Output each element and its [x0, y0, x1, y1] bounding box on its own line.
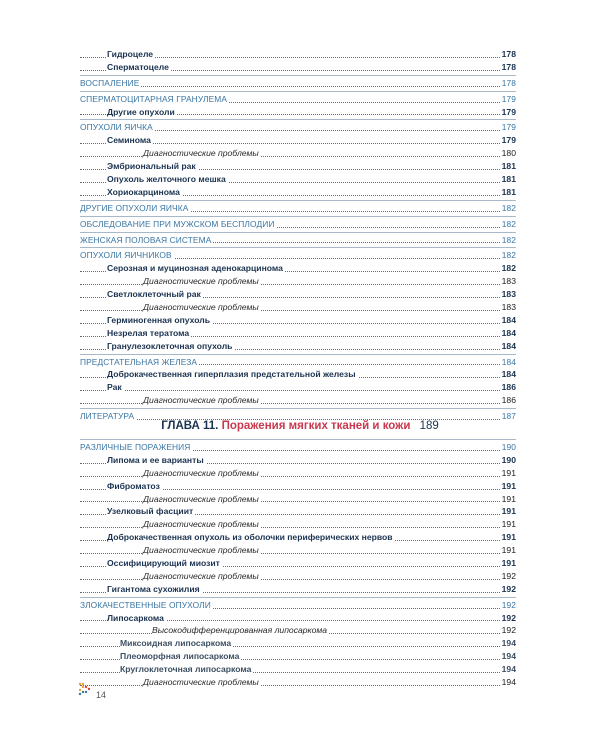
toc-entry[interactable] [80, 663, 516, 676]
toc-entry-title: Диагностические проблемы [143, 677, 259, 688]
toc-entry-title: Диагностические проблемы [143, 395, 259, 406]
toc-entry[interactable] [80, 340, 516, 353]
toc-entry[interactable] [80, 234, 516, 247]
chapter-page: 189 [419, 420, 439, 432]
chapter-label: ГЛАВА 11. [161, 420, 219, 432]
toc-entry[interactable] [80, 202, 516, 215]
toc-entry[interactable] [80, 570, 516, 583]
toc-entry-page: 183 [501, 302, 516, 313]
toc-entry-page: 194 [501, 638, 516, 649]
toc-entry-title: ОПУХОЛИ ЯИЧКА [80, 122, 153, 133]
toc-entry[interactable] [80, 467, 516, 480]
chapter-title[interactable]: Поражения мягких тканей и кожи [221, 420, 411, 432]
toc-entry-page: 191 [501, 532, 516, 543]
toc-entry[interactable] [80, 557, 516, 570]
toc-entry-page: 192 [501, 583, 516, 594]
toc-entry-page: 183 [501, 289, 516, 300]
toc-entry[interactable] [80, 186, 516, 199]
toc-entry[interactable] [80, 544, 516, 557]
toc-entry-title: Эмбриональный рак [107, 161, 196, 172]
toc-entry-page: 192 [501, 625, 516, 636]
toc-entry[interactable] [80, 249, 516, 262]
toc-entry-title: Плеоморфная липосаркома [120, 651, 240, 662]
toc-entry-page: 194 [501, 677, 516, 688]
toc-entry-title: Диагностические проблемы [143, 545, 259, 556]
toc-entry-page: 191 [501, 467, 516, 478]
toc-entry-page: 194 [501, 651, 516, 662]
toc-entry-title: РАЗЛИЧНЫЕ ПОРАЖЕНИЯ [80, 442, 191, 452]
toc-entry-page: 184 [501, 314, 516, 325]
toc-entry[interactable] [80, 106, 516, 119]
toc-entry-page: 191 [501, 519, 516, 530]
toc-entry-page: 181 [501, 161, 516, 172]
toc-entry-title: ОБСЛЕДОВАНИЕ ПРИ МУЖСКОМ БЕСПЛОДИИ [80, 218, 275, 229]
toc-entry-page: 191 [501, 480, 516, 491]
toc-entry[interactable] [80, 160, 516, 173]
toc-entry-title: СПЕРМАТОЦИТАРНАЯ ГРАНУЛЕМА [80, 93, 228, 104]
toc-entry-page: 192 [501, 570, 516, 581]
toc-entry[interactable] [80, 531, 516, 544]
toc-entry[interactable] [80, 493, 516, 506]
toc-entry-title: Семинома [107, 135, 151, 146]
toc-entry-title: Оссифицирующий миозит [107, 558, 220, 569]
toc-entry[interactable] [80, 381, 516, 394]
dotted-leader [80, 86, 516, 87]
toc-entry[interactable] [80, 327, 516, 340]
toc-entry-title: Высокодифференцированная липосаркома [152, 625, 328, 636]
toc-entry-title: ПРЕДСТАТЕЛЬНАЯ ЖЕЛЕЗА [80, 356, 198, 367]
toc-entry[interactable] [80, 637, 516, 650]
toc-entry-title: Доброкачественная опухоль из оболочки периферических нервов [107, 532, 393, 543]
toc-entry-page: 190 [501, 454, 516, 465]
toc-entry-title: Диагностические проблемы [143, 519, 259, 530]
toc-entry-title: Доброкачественная гиперплазия предстательной железы [107, 369, 356, 380]
toc-entry-title: Диагностические проблемы [143, 467, 259, 478]
toc-entry-title: Липосаркома [107, 612, 164, 623]
toc-entry-page: 178 [501, 61, 516, 72]
toc-entry-page: 179 [501, 93, 516, 104]
toc-entry-title: Миксоидная липосаркома [120, 638, 232, 649]
toc-entry-page: 186 [501, 395, 516, 406]
toc-entry-title: Гранулезоклеточная опухоль [107, 340, 233, 351]
toc-entry-page: 181 [501, 186, 516, 197]
toc-entry-title: Рак [107, 382, 122, 393]
toc-entry-page: 187 [501, 411, 516, 422]
toc-entry-title: Сперматоцеле [107, 61, 169, 72]
toc-entry[interactable] [80, 61, 516, 74]
toc-entry[interactable] [80, 314, 516, 327]
toc-entry-page: 179 [501, 135, 516, 146]
toc-entry[interactable] [80, 394, 516, 407]
toc-entry[interactable] [80, 368, 516, 381]
toc-entry-title: ОПУХОЛИ ЯИЧНИКОВ [80, 250, 172, 261]
toc-entry[interactable] [80, 301, 516, 314]
toc-entry-title: Гидроцеле [107, 49, 154, 59]
toc-entry-title: Диагностические проблемы [143, 276, 259, 287]
toc-entry-page: 186 [501, 382, 516, 393]
toc-entry-page: 183 [501, 276, 516, 287]
toc-entry[interactable] [80, 93, 516, 106]
toc-top [80, 48, 516, 423]
toc-entry[interactable] [80, 624, 516, 637]
toc-entry-page: 192 [501, 612, 516, 623]
chevron-arrow-icon [78, 680, 94, 696]
toc-entry-title: ЗЛОКАЧЕСТВЕННЫЕ ОПУХОЛИ [80, 599, 211, 610]
toc-entry[interactable] [80, 650, 516, 663]
toc-entry-title: Герминогенная опухоль [107, 314, 211, 325]
toc-entry[interactable] [80, 147, 516, 160]
toc-entry-page: 191 [501, 493, 516, 504]
toc-entry-page: 191 [501, 545, 516, 556]
toc-entry-title: Липома и ее варианты [107, 454, 204, 465]
toc-entry-page: 178 [501, 77, 516, 88]
toc-entry-page: 182 [501, 250, 516, 261]
toc-entry[interactable] [80, 356, 516, 369]
toc-entry-page: 178 [501, 49, 516, 59]
toc-entry-page: 179 [501, 122, 516, 133]
toc-entry-page: 191 [501, 558, 516, 569]
toc-bottom [80, 438, 516, 689]
toc-entry-title: Незрелая тератома [107, 327, 190, 338]
toc-entry[interactable] [80, 505, 516, 518]
toc-entry[interactable] [80, 441, 516, 454]
toc-entry-page: 191 [501, 506, 516, 517]
toc-entry[interactable] [80, 48, 516, 61]
toc-entry-page: 179 [501, 106, 516, 117]
toc-entry[interactable] [80, 262, 516, 275]
toc-entry-page: 182 [501, 234, 516, 245]
toc-entry-title: ЛИТЕРАТУРА [80, 411, 135, 422]
toc-entry-page: 192 [501, 599, 516, 610]
toc-entry-title: Серозная и муцинозная аденокарцинома [107, 263, 283, 274]
toc-entry-page: 194 [501, 664, 516, 675]
toc-entry-title: Диагностические проблемы [143, 302, 259, 313]
toc-entry[interactable] [80, 599, 516, 612]
toc-entry-page: 184 [501, 356, 516, 367]
toc-entry-title: Узелковый фасциит [107, 506, 194, 517]
dotted-leader [80, 390, 516, 391]
toc-entry-page: 184 [501, 327, 516, 338]
toc-entry[interactable] [80, 612, 516, 625]
toc-entry-page: 184 [501, 340, 516, 351]
toc-entry[interactable] [80, 583, 516, 596]
toc-entry-title: Диагностические проблемы [143, 570, 259, 581]
toc-entry[interactable] [80, 518, 516, 531]
toc-entry-page: 184 [501, 369, 516, 380]
toc-entry[interactable] [80, 218, 516, 231]
toc-entry-title: Диагностические проблемы [143, 148, 259, 159]
toc-entry-page: 182 [501, 218, 516, 229]
toc-entry-page: 180 [501, 148, 516, 159]
toc-entry[interactable] [80, 77, 516, 90]
toc-entry-title: Опухоль желточного мешка [107, 174, 226, 185]
toc-entry[interactable] [80, 121, 516, 134]
toc-entry-title: ДРУГИЕ ОПУХОЛИ ЯИЧКА [80, 202, 189, 213]
toc-entry-title: Диагностические проблемы [143, 493, 259, 504]
toc-entry[interactable] [80, 676, 516, 689]
toc-entry[interactable] [80, 454, 516, 467]
toc-entry[interactable] [80, 173, 516, 186]
toc-entry-title: Другие опухоли [107, 106, 175, 117]
toc-entry-page: 182 [501, 263, 516, 274]
toc-entry-page: 181 [501, 174, 516, 185]
page-number: 14 [96, 690, 107, 700]
toc-entry-page: 190 [501, 442, 516, 452]
toc-entry-title: ВОСПАЛЕНИЕ [80, 77, 140, 88]
toc-entry-page: 182 [501, 202, 516, 213]
toc-entry-title: Круглоклеточная липосаркома [120, 664, 252, 675]
toc-entry-title: Фиброматоз [107, 480, 160, 491]
toc-entry[interactable] [80, 480, 516, 493]
toc-entry-title: Гигантома сухожилия [107, 583, 200, 594]
toc-entry[interactable] [80, 134, 516, 147]
toc-entry-title: Светлоклеточный рак [107, 289, 201, 300]
toc-entry-title: ЖЕНСКАЯ ПОЛОВАЯ СИСТЕМА [80, 234, 212, 245]
toc-entry[interactable] [80, 275, 516, 288]
toc-entry-title: Хориокарцинома [107, 186, 180, 197]
toc-entry[interactable] [80, 288, 516, 301]
